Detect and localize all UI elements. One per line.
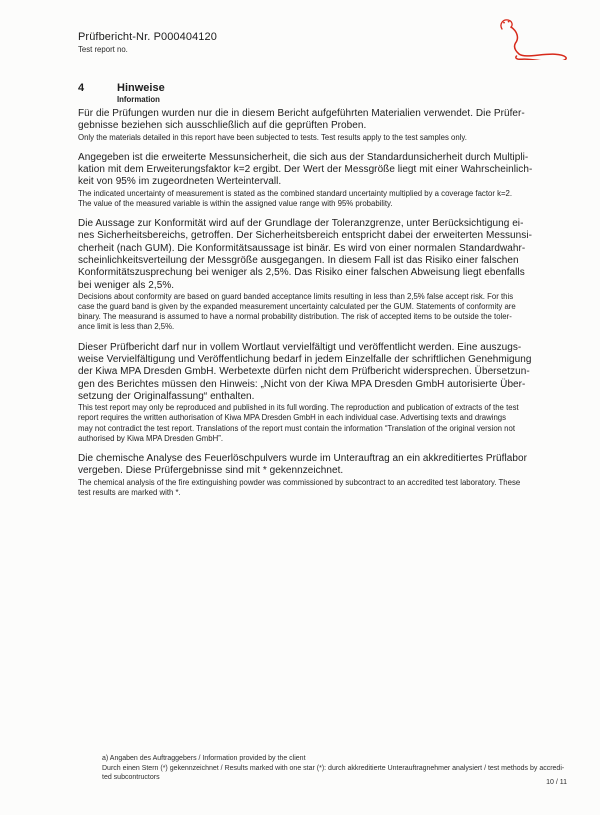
red-mark-head xyxy=(501,20,512,29)
footer-note-line: a) Angaben des Auftraggebers / Information provided by the client xyxy=(102,755,306,762)
de-text-line: weise Vervielfältigung und Veröffentlichung bedarf in jedem Einzelfalle der schriftlichen Genehmigung xyxy=(78,353,532,365)
de-text-line: gen des Berichtes müssen den Hinweis: „Nicht von der Kiwa MPA Dresden GmbH autorisierte Über- xyxy=(78,378,526,390)
section-subtitle: Information xyxy=(117,95,160,104)
de-text-line: Die chemische Analyse des Feuerlöschpulvers wurde im Unterauftrag an ein akkreditiertes Prüflabor xyxy=(78,452,527,464)
en-text-line: The indicated uncertainty of measurement is stated as the combined standard uncertainty multiplied by a coverage factor k=2. xyxy=(78,188,513,198)
report-number-en: Test report no. xyxy=(78,45,128,54)
de-text-line: vergeben. Diese Prüfergebnisse sind mit * gekennzeichnet. xyxy=(78,465,344,477)
kiwa-red-mark-icon xyxy=(496,14,574,60)
en-text-line: report requires the written authorisation of Kiwa MPA Dresden GmbH in each individual case. Advertising texts and drawings xyxy=(78,413,507,423)
de-text-line: gebnisse beziehen sich ausschließlich auf die geprüften Proben. xyxy=(78,120,367,132)
en-text-line: authorised by Kiwa MPA Dresden GmbH”. xyxy=(78,433,224,443)
en-text-line: The chemical analysis of the fire extinguishing powder was commissioned by subcontract to an accredited test laboratory. These xyxy=(78,477,521,487)
de-text-line: Dieser Prüfbericht darf nur in vollem Wortlaut vervielfältigt und veröffentlicht werden. Eine auszugs- xyxy=(78,341,522,353)
de-text-line: scheinlichkeitsverteilung der Messgröße ausgegangen. In diesem Fall ist das Risiko einer falschen xyxy=(78,254,519,266)
section-titles xyxy=(117,82,165,104)
en-text-line: The value of the measured variable is within the assigned value range with 95% probability. xyxy=(78,198,393,208)
red-mark-dot xyxy=(503,22,505,24)
notice-paragraph-1 xyxy=(78,108,562,143)
footer-note-line: Durch einen Stern (*) gekennzeichnet / Results marked with one star (*): durch akkreditierte Unterauftragnehmer analysiert / test methods by accredi- xyxy=(102,764,565,772)
en-text-line: This test report may only be reproduced and published in its full wording. The reproduction and publication of extracts of the test xyxy=(78,403,519,413)
de-text-line: nes Sicherheitsbereichs, getroffen. Der Sicherheitsbereich entspricht dabei der erweiterten Messunsi- xyxy=(78,230,532,242)
footer-note-line: ted subcontructors xyxy=(102,774,160,782)
de-text-line: bei weniger als 2,5%. xyxy=(78,279,175,291)
notice-paragraph-4 xyxy=(78,342,562,444)
section-title: Hinweise xyxy=(117,82,165,94)
en-text-line: binary. The measurand is assumed to have a normal probability distribution. The risk of accepted items to be outside the toler- xyxy=(78,312,512,322)
notice-paragraph-5 xyxy=(78,453,562,498)
de-text-line: Konformitätszusprechung bei weniger als 2,5%. Das Risiko einer falschen Abweisung liegt ebenfalls xyxy=(78,267,525,279)
en-text-line: case the guard band is given by the expanded measurement uncertainty calculated per the GUM. Statements of conformity are xyxy=(78,302,516,312)
section-number: 4 xyxy=(78,82,85,94)
en-text-line: Decisions about conformity are based on guard banded acceptance limits resulting in less than 2,5% false accept risk. For this xyxy=(78,291,514,301)
de-text-line: keit von 95% im zugeordneten Werteintervall. xyxy=(78,176,282,188)
red-mark-body xyxy=(511,27,566,60)
de-text-line: Die Aussage zur Konformität wird auf der Grundlage der Toleranzgrenze, unter Berücksichtigung ei- xyxy=(78,218,524,230)
red-mark-dot xyxy=(508,21,510,23)
de-text-line: cherheit (nach GUM). Die Konformitätsaussage ist binär. Es wird von einer normalen Standardwahr- xyxy=(78,242,526,254)
en-text-line: test results are marked with *. xyxy=(78,487,181,497)
report-body xyxy=(78,108,562,507)
report-header xyxy=(78,31,217,54)
de-text-line: der Kiwa MPA Dresden GmbH. Werbetexte dürfen nicht dem Prüfbericht widersprechen. Übersetzun- xyxy=(78,366,530,378)
de-text-line: setzung der Originalfassung“ enthalten. xyxy=(78,390,255,402)
section-heading xyxy=(78,82,165,104)
de-text-line: Angegeben ist die erweiterte Messunsicherheit, die sich aus der Standardunsicherheit durch Multipli- xyxy=(78,151,529,163)
footer-notes xyxy=(102,754,577,783)
notice-paragraph-2 xyxy=(78,152,562,209)
page-number: 10 / 11 xyxy=(546,779,567,786)
en-text-line: may not contradict the test report. Translations of the report must contain the information “Translation of the original version not xyxy=(78,423,515,433)
de-text-line: kation mit dem Erweiterungsfaktor k=2 ergibt. Der Wert der Messgröße liegt mit einer Wahrscheinlich- xyxy=(78,164,533,176)
report-number: Prüfbericht-Nr. P000404120 xyxy=(78,31,217,43)
en-text-line: Only the materials detailed in this report have been subjected to tests. Test results apply to the test samples only. xyxy=(78,132,467,142)
en-text-line: ance limit is less than 2,5%. xyxy=(78,322,175,332)
notice-paragraph-3 xyxy=(78,218,562,333)
de-text-line: Für die Prüfungen wurden nur die in diesem Bericht aufgeführten Materialien verwendet. Die Prüfer- xyxy=(78,108,525,119)
